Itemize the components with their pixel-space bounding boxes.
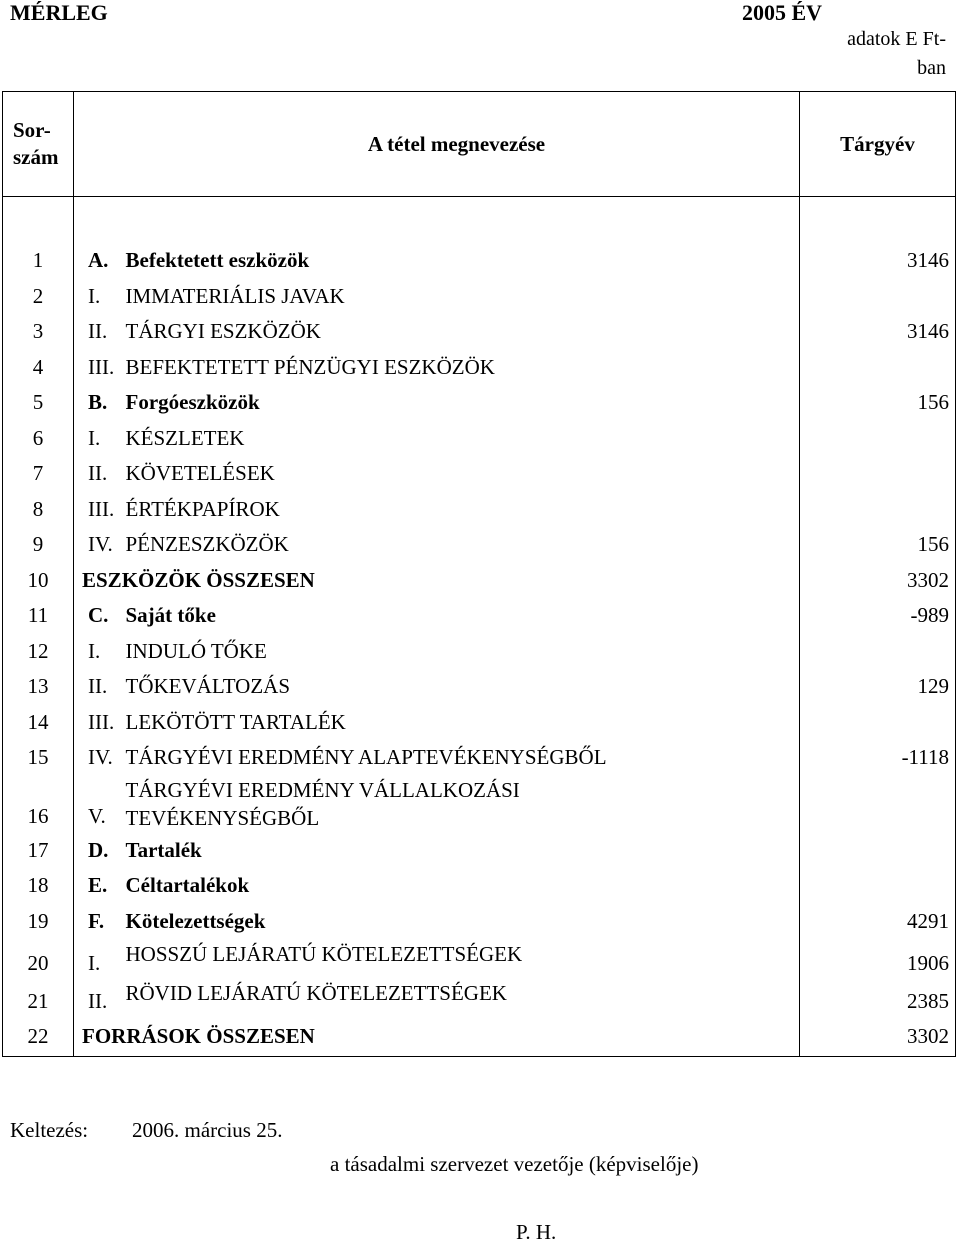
- table-row: [3, 243, 956, 279]
- row-value: 2385: [800, 978, 956, 1017]
- row-value: 1906: [800, 939, 956, 978]
- row-item-name: Tartalék: [125, 837, 202, 862]
- row-item-name: KÉSZLETEK: [125, 425, 245, 450]
- row-item-name: FORRÁSOK ÖSSZESEN: [74, 1016, 800, 1057]
- row-item-code: B.: [88, 390, 108, 415]
- row-value: [800, 634, 956, 670]
- row-number: 10: [3, 563, 74, 599]
- table-row: [3, 563, 956, 599]
- row-item-code: I.: [88, 638, 101, 663]
- row-item-name: [126, 776, 800, 833]
- row-item-code: IV.: [88, 532, 113, 557]
- row-item-name: Saját tőke: [125, 603, 216, 628]
- date-label: Keltezés:: [10, 1118, 89, 1142]
- row-number: 18: [3, 868, 74, 904]
- row-number: 5: [3, 385, 74, 421]
- row-value: 3146: [800, 243, 956, 279]
- table-row: [3, 314, 956, 350]
- row-item-name: RÖVID LEJÁRATÚ KÖTELEZETTSÉGEK: [125, 980, 507, 1005]
- row-item-code: A.: [88, 248, 109, 273]
- table-row: [3, 456, 956, 492]
- row-number: 19: [3, 904, 74, 940]
- row-item-code: II.: [88, 674, 108, 699]
- row-value: [800, 350, 956, 386]
- document-title: MÉRLEG: [10, 0, 108, 25]
- row-number: 8: [3, 492, 74, 528]
- table-row: [3, 1016, 956, 1057]
- row-item-name: Kötelezettségek: [125, 908, 266, 933]
- table-row: [3, 527, 956, 563]
- stamp-placeholder: P. H.: [516, 1220, 557, 1244]
- row-item-code: D.: [88, 837, 109, 862]
- row-number: 7: [3, 456, 74, 492]
- table-row: [3, 669, 956, 705]
- row-number: 4: [3, 350, 74, 386]
- table-row: [3, 978, 956, 1017]
- header-serial-line2: szám: [13, 145, 59, 169]
- row-number: 13: [3, 669, 74, 705]
- row-value: [800, 833, 956, 869]
- row-number: 2: [3, 279, 74, 315]
- row-value: 3146: [800, 314, 956, 350]
- row-number: 17: [3, 833, 74, 869]
- table-row: [3, 776, 956, 833]
- row-item-name: INDULÓ TŐKE: [125, 638, 267, 663]
- row-value: [800, 776, 956, 833]
- header-serial-line1: Sor-: [13, 118, 51, 142]
- row-number: 16: [3, 776, 74, 833]
- row-item-name: TÁRGYI ESZKÖZÖK: [125, 319, 321, 344]
- row-item-code: I.: [88, 283, 101, 308]
- row-item-code: I.: [88, 425, 101, 450]
- table-row: [3, 385, 956, 421]
- row-value: 3302: [800, 1016, 956, 1057]
- table-row: [3, 350, 956, 386]
- row-item-code: E.: [88, 873, 108, 898]
- row-item-code: F.: [88, 908, 105, 933]
- row-item-name: Forgóeszközök: [125, 390, 260, 415]
- row-number: 11: [3, 598, 74, 634]
- row-number: 9: [3, 527, 74, 563]
- row-number: 14: [3, 705, 74, 741]
- row-item-code: II.: [88, 461, 108, 486]
- row-value: [800, 705, 956, 741]
- row-item-code: V.: [88, 803, 106, 828]
- representative-caption: a tásadalmi szervezet vezetője (képviselője): [330, 1152, 699, 1176]
- table-row: [3, 421, 956, 457]
- row-value: -1118: [800, 740, 956, 776]
- unit-note-line2: ban: [917, 57, 946, 79]
- row-item-code: IV.: [88, 745, 113, 770]
- row-number: 21: [3, 978, 74, 1017]
- row-value: [800, 868, 956, 904]
- row-item-name: TÁRGYÉVI EREDMÉNY ALAPTEVÉKENYSÉGBŐL: [125, 745, 607, 770]
- row-item-name: ÉRTÉKPAPÍROK: [125, 496, 280, 521]
- table-row: [3, 598, 956, 634]
- row-value: 156: [800, 527, 956, 563]
- header-serial: [3, 92, 74, 197]
- row-item-name: IMMATERIÁLIS JAVAK: [125, 283, 345, 308]
- table-row: [3, 939, 956, 978]
- row-item-name: BEFEKTETETT PÉNZÜGYI ESZKÖZÖK: [125, 354, 495, 379]
- row-item-code: C.: [88, 603, 109, 628]
- row-value: 129: [800, 669, 956, 705]
- row-item-name: PÉNZESZKÖZÖK: [125, 532, 289, 557]
- table-blank-row: [3, 197, 956, 244]
- balance-sheet-table: [2, 91, 956, 1057]
- row-item-name: LEKÖTÖTT TARTALÉK: [125, 709, 346, 734]
- row-value: [800, 279, 956, 315]
- row-item-code: II.: [88, 319, 108, 344]
- table-row: [3, 634, 956, 670]
- header-current-year: Tárgyév: [800, 92, 956, 197]
- row-number: 20: [3, 939, 74, 978]
- header-item-name: A tétel megnevezése: [74, 92, 800, 197]
- table-row: [3, 833, 956, 869]
- row-number: 3: [3, 314, 74, 350]
- table-body: [3, 243, 956, 1057]
- row-item-code: II.: [88, 989, 108, 1013]
- row-item-name: Céltartalékok: [125, 873, 250, 898]
- table-row: [3, 904, 956, 940]
- unit-note-line1: adatok E Ft-: [847, 28, 946, 50]
- row-number: 12: [3, 634, 74, 670]
- row-item-name: ESZKÖZÖK ÖSSZESEN: [82, 567, 315, 592]
- row-value: -989: [800, 598, 956, 634]
- row-item-code: I.: [88, 950, 101, 975]
- table-row: [3, 279, 956, 315]
- table-row: [3, 492, 956, 528]
- row-value: [800, 456, 956, 492]
- date-value: 2006. március 25.: [132, 1118, 283, 1142]
- row-value: 4291: [800, 904, 956, 940]
- row-number: 22: [3, 1016, 74, 1057]
- row-value: [800, 421, 956, 457]
- row-value: [800, 492, 956, 528]
- row-item-name: TŐKEVÁLTOZÁS: [125, 674, 291, 699]
- row-item-name-line1: TÁRGYÉVI EREDMÉNY VÁLLALKOZÁSI: [125, 778, 520, 802]
- row-item-name-line2: TEVÉKENYSÉGBŐL: [125, 806, 320, 830]
- table-row: [3, 740, 956, 776]
- row-item-code: III.: [88, 709, 115, 734]
- table-row: [3, 868, 956, 904]
- row-number: 6: [3, 421, 74, 457]
- row-item-code: III.: [88, 354, 115, 379]
- row-item-name: KÖVETELÉSEK: [125, 461, 275, 486]
- row-number: 1: [3, 243, 74, 279]
- row-item-name: HOSSZÚ LEJÁRATÚ KÖTELEZETTSÉGEK: [125, 942, 523, 966]
- row-value: 156: [800, 385, 956, 421]
- row-number: 15: [3, 740, 74, 776]
- table-row: [3, 705, 956, 741]
- table-header-row: [3, 92, 956, 197]
- row-item-code: III.: [88, 496, 115, 521]
- row-item-name: Befektetett eszközök: [125, 248, 310, 273]
- row-value: 3302: [800, 563, 956, 599]
- document-year: 2005 ÉV: [742, 0, 823, 25]
